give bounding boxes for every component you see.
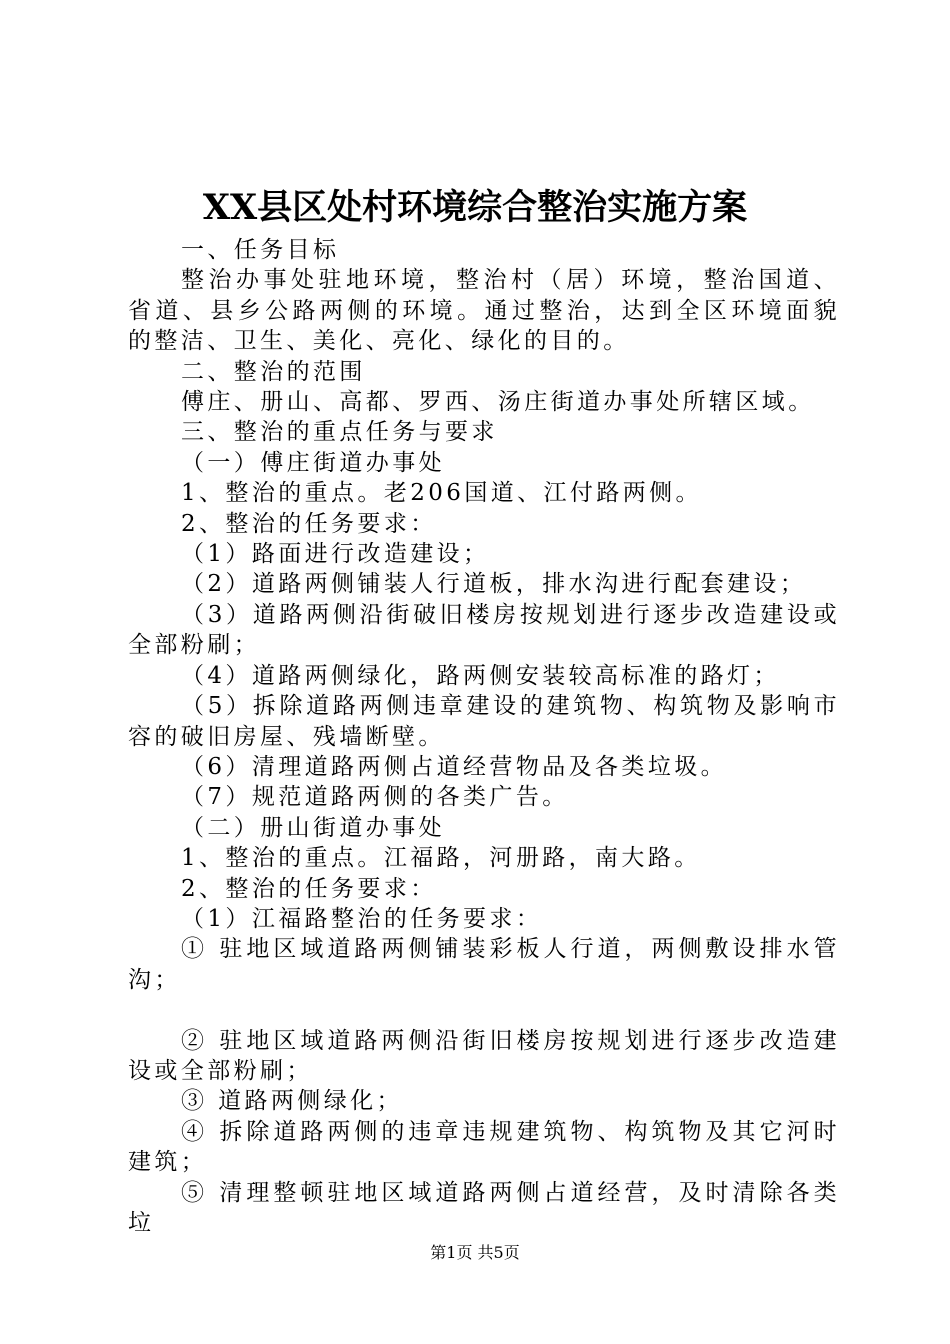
- body-paragraph: 1、整治的重点。江福路，河册路，南大路。: [181, 845, 701, 872]
- list-item: （5）拆除道路两侧违章建设的建筑物、构筑物及影响市容的破旧房屋、残墙断壁。: [128, 693, 840, 750]
- list-item: ⑤ 清理整顿驻地区域道路两侧占道经营，及时清除各类垃: [128, 1179, 840, 1236]
- list-item: （3）道路两侧沿街破旧楼房按规划进行逐步改造建设或全部粉刷；: [128, 601, 840, 659]
- list-item: （1）江福路整治的任务要求：: [181, 905, 543, 932]
- list-item: （1）路面进行改造建设；: [181, 541, 490, 568]
- list-item: （4）道路两侧绿化，路两侧安装较高标准的路灯；: [181, 662, 780, 689]
- list-item: ① 驻地区域道路两侧铺装彩板人行道，两侧敷设排水管沟；: [128, 936, 840, 993]
- document-title: XX县区处村环境综合整治实施方案: [202, 187, 748, 228]
- list-item: （2）道路两侧铺装人行道板，排水沟进行配套建设；: [181, 571, 807, 598]
- body-paragraph: 1、整治的重点。老206国道、江付路两侧。: [181, 480, 702, 507]
- body-paragraph: 傅庄、册山、高都、罗西、汤庄街道办事处所辖区域。: [181, 389, 815, 416]
- section-heading: 三、整治的重点任务与要求: [181, 419, 498, 446]
- list-item: ② 驻地区域道路两侧沿街旧楼房按规划进行逐步改造建设或全部粉刷；: [128, 1027, 840, 1084]
- document-body: [128, 235, 840, 1238]
- page-footer: 第1页 共5页: [430, 1243, 520, 1262]
- body-paragraph: 2、整治的任务要求：: [181, 875, 437, 902]
- body-paragraph: 2、整治的任务要求：: [181, 510, 437, 537]
- section-heading: 一、任务目标: [181, 237, 340, 263]
- subsection-heading: （一）傅庄街道办事处: [181, 449, 445, 476]
- section-heading: 二、整治的范围: [181, 358, 366, 385]
- list-item: ④ 拆除道路两侧的违章违规建筑物、构筑物及其它河时建筑；: [128, 1118, 840, 1176]
- list-item: （6）清理道路两侧占道经营物品及各类垃圾。: [181, 753, 728, 780]
- list-item: （7）规范道路两侧的各类广告。: [181, 784, 569, 811]
- body-paragraph: 整治办事处驻地环境，整治村（居）环境，整治国道、省道、县乡公路两侧的环境。通过整治，达到全区环境面貌的整洁、卫生、美化、亮化、绿化的目的。: [128, 267, 840, 355]
- list-item: ③ 道路两侧绿化；: [181, 1088, 403, 1115]
- subsection-heading: （二）册山街道办事处: [181, 814, 445, 841]
